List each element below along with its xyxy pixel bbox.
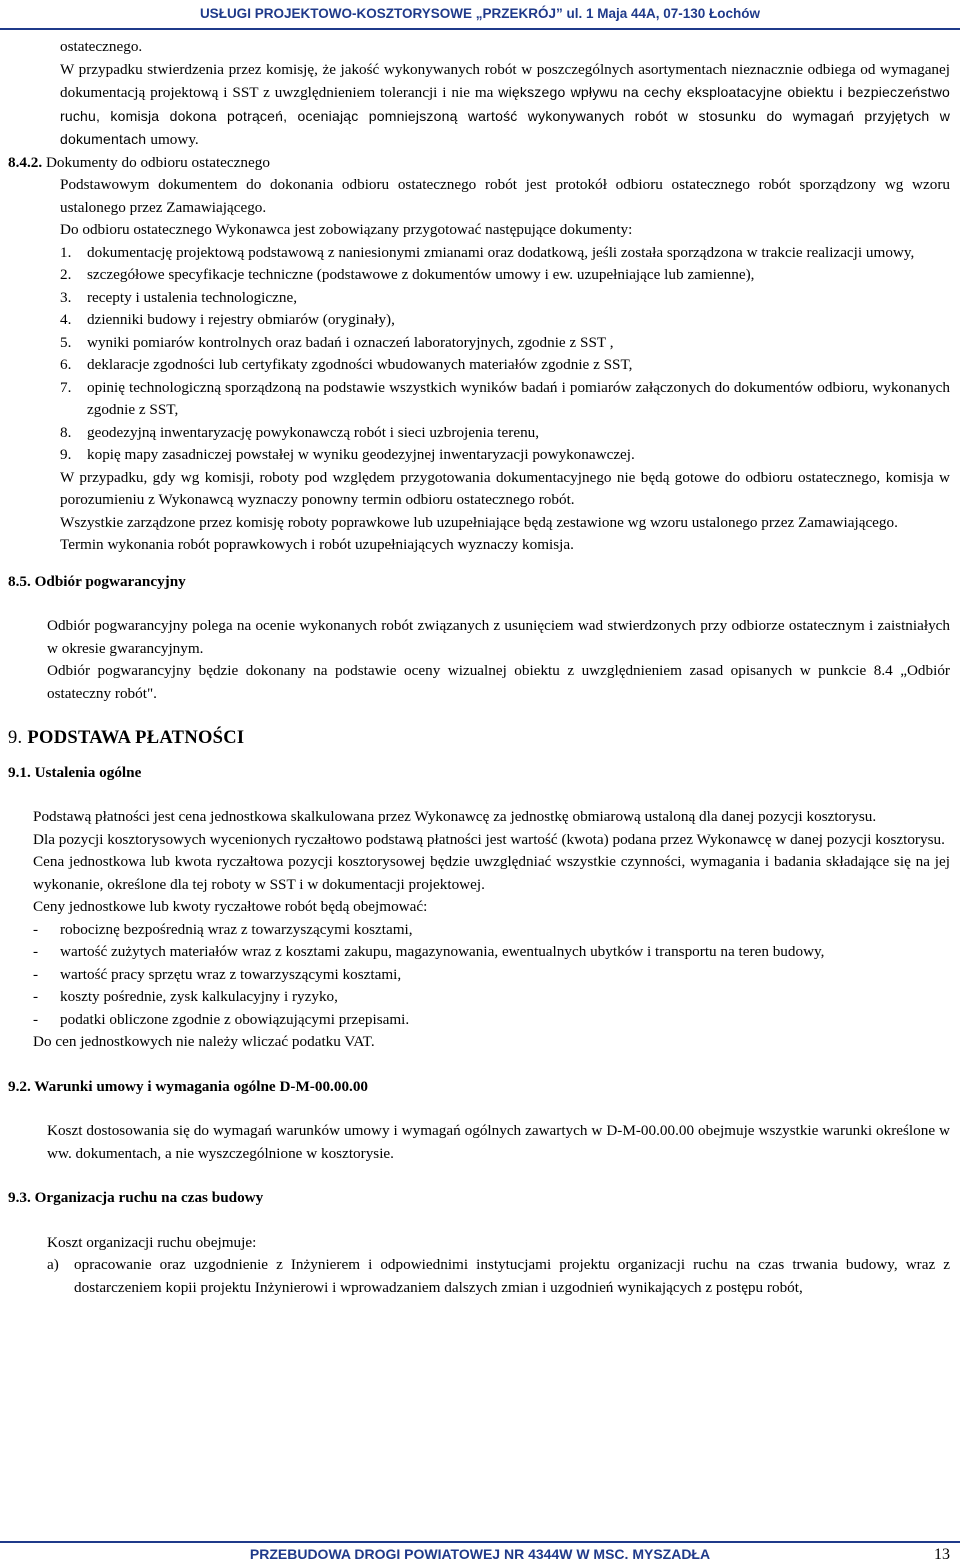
paragraph: Koszt dostosowania się do wymagań warunków umowy i wymagań ogólnych zawartych w D-M-00.00.00 obejmuje wszystkie warunki określone w ww. dokumentach, a nie wyszczególnione w kosztorysie. <box>47 1122 950 1162</box>
list-item <box>0 354 960 377</box>
spacer <box>0 1098 960 1120</box>
spacer <box>0 593 960 615</box>
paragraph-part-sans: większego wpływu na cechy eksploatacyjne obiektu i bezpieczeństwo ruchu, komisja dokona potrąceń, oceniając pomniejszoną wartość wykonywanych robót w stosunku do wymagań przyjętych w dokumentach <box>60 84 950 147</box>
list-bullet: - <box>33 943 39 960</box>
list-text: wartość pracy sprzętu wraz z towarzyszącymi kosztami, <box>60 965 402 983</box>
list-number: 1. <box>60 243 72 261</box>
list-number: 5. <box>60 333 72 351</box>
spacer <box>0 750 960 762</box>
paragraph: Ceny jednostkowe lub kwoty ryczałtowe robót będą obejmować: <box>33 898 428 915</box>
section-title: Dokumenty do odbioru ostatecznego <box>45 153 270 171</box>
spacer <box>0 705 960 727</box>
list-text: wyniki pomiarów kontrolnych oraz badań i oznaczeń laboratoryjnych, zgodnie z SST , <box>87 333 614 351</box>
section-heading-9-3: 9.3. Organizacja ruchu na czas budowy <box>8 1189 264 1206</box>
list-text: wartość zużytych materiałów wraz z kosztami zakupu, magazynowania, ewentualnych ubytków i transportu na teren budowy, <box>60 943 825 960</box>
paragraph: Koszt organizacji ruchu obejmuje: <box>47 1233 257 1251</box>
list-bullet: - <box>33 965 39 983</box>
list-text: dokumentację projektową podstawową z naniesionymi zmianami oraz dodatkową, jeśli została sporządzona w trakcie realizacji umowy, <box>87 243 915 261</box>
list-text: recepty i ustalenia technologiczne, <box>87 288 297 306</box>
list-item <box>0 377 960 422</box>
list-bullet: - <box>33 1010 39 1028</box>
paragraph: Do odbioru ostatecznego Wykonawca jest zobowiązany przygotować następujące dokumenty: <box>60 221 633 238</box>
cost-components-list <box>0 919 960 1032</box>
list-item <box>0 309 960 332</box>
list-bullet: - <box>33 988 39 1005</box>
list-item <box>0 332 960 355</box>
spacer <box>0 784 960 806</box>
list-text: opracowanie oraz uzgodnienie z Inżynierem i odpowiednimi instytucjami projektu organizacji ruchu na czas trwania budowy, wraz z dostarczeniem kopii projektu Inżynierowi i wprowadzaniem dalszych zmian i uzgodnień wynikających z postępu robót, <box>74 1256 950 1296</box>
list-number: 9. <box>60 446 72 463</box>
list-text: opinię technologiczną sporządzoną na podstawie wszystkich wyników badań i pomiarów załączonych do dokumentów odbioru, wykonanych zgodnie z SST, <box>87 378 950 418</box>
list-number: 2. <box>60 266 72 283</box>
spacer <box>0 1210 960 1232</box>
list-number: 7. <box>60 378 72 396</box>
page-number: 13 <box>934 1546 950 1563</box>
paragraph: Dla pozycji kosztorysowych wycenionych ryczałtowo podstawą płatności jest wartość (kwota) podana przez Wykonawcę w danej pozycji kosztorysu. <box>33 830 945 848</box>
page-header: USŁUGI PROJEKTOWO-KOSZTORYSOWE „PRZEKRÓJ” ul. 1 Maja 44A, 07-130 Łochów <box>199 6 761 21</box>
list-bullet: - <box>33 920 39 938</box>
paragraph: Cena jednostkowa lub kwota ryczałtowa pozycji kosztorysowej będzie uwzględniać wszystkie czynności, wymagania i badania składające się na jej wykonanie, określone dla tej roboty w SST i w dokumentacji projektowej. <box>33 853 950 893</box>
paragraph-part-serif: umowy. <box>150 131 199 148</box>
paragraph: Podstawą płatności jest cena jednostkowa skalkulowana przez Wykonawcę za jednostkę obmiarową ustaloną dla danej pozycji kosztorysu. <box>33 808 877 825</box>
header-divider <box>0 28 960 30</box>
list-item <box>0 264 960 287</box>
spacer <box>0 557 960 571</box>
list-text: podatki obliczone zgodnie z obowiązującymi przepisami. <box>60 1010 410 1028</box>
paragraph: Odbiór pogwarancyjny polega na ocenie wykonanych robót związanych z usunięciem wad stwierdzonych przy odbiorze ostatecznym i zaistniałych w okresie gwarancyjnym. <box>47 617 950 657</box>
list-letter: a) <box>47 1256 59 1273</box>
spacer <box>0 1054 960 1076</box>
list-item <box>0 242 960 265</box>
chapter-heading-9 <box>0 727 960 750</box>
chapter-number: 9. <box>8 728 23 748</box>
paragraph: Termin wykonania robót poprawkowych i robót uzupełniających wyznaczy komisja. <box>60 536 574 553</box>
paragraph: Odbiór pogwarancyjny będzie dokonany na podstawie oceny wizualnej obiektu z uwzględnieniem zasad opisanych w punkcie 8.4 „Odbiór ostateczny robót". <box>47 662 950 702</box>
list-number: 3. <box>60 288 72 306</box>
documents-list <box>0 242 960 467</box>
list-number: 4. <box>60 311 72 328</box>
list-number: 6. <box>60 356 72 373</box>
paragraph: W przypadku, gdy wg komisji, roboty pod względem przygotowania dokumentacyjnego nie będą gotowe do odbioru ostatecznego, komisja w porozumieniu z Wykonawcą wyznaczy ponowny termin odbioru ostatecznego robót. <box>60 468 950 508</box>
section-heading-8-5: 8.5. Odbiór pogwarancyjny <box>8 572 186 590</box>
list-item <box>0 964 960 987</box>
paragraph: Do cen jednostkowych nie należy wliczać podatku VAT. <box>33 1033 375 1050</box>
list-item <box>0 1254 960 1299</box>
section-8-4-2 <box>0 152 960 175</box>
spacer <box>0 1165 960 1187</box>
list-item <box>0 444 960 467</box>
section-number: 8.4.2. <box>8 153 43 171</box>
list-item <box>0 287 960 310</box>
list-text: koszty pośrednie, zysk kalkulacyjny i ryzyko, <box>60 988 338 1005</box>
list-text: deklaracje zgodności lub certyfikaty zgodności wbudowanych materiałów zgodnie z SST, <box>87 356 633 373</box>
list-item <box>0 919 960 942</box>
paragraph: Wszystkie zarządzone przez komisję roboty poprawkowe lub uzupełniające będą zestawione wg wzoru ustalonego przez Zamawiającego. <box>60 513 898 531</box>
paragraph <box>0 59 960 152</box>
paragraph-part-serif: W przypadku stwierdzenia przez komisję, że jakość wykonywanych robót w poszczególnych asortymentach nieznacznie odbiega od wymaganej dokumentacją projektową i SST z uwzględnieniem tolerancji i nie ma <box>60 60 950 101</box>
paragraph: ostatecznego. <box>60 38 143 55</box>
list-item <box>0 1009 960 1032</box>
section-heading-9-2: 9.2. Warunki umowy i wymagania ogólne D-M-00.00.00 <box>8 1077 369 1095</box>
list-text: robociznę bezpośrednią wraz z towarzyszącymi kosztami, <box>60 920 413 938</box>
page-footer: PRZEBUDOWA DROGI POWIATOWEJ NR 4344W W MSC. MYSZADŁA <box>249 1546 711 1562</box>
list-item <box>0 986 960 1009</box>
list-number: 8. <box>60 423 72 441</box>
list-text: szczegółowe specyfikacje techniczne (podstawowe z dokumentów umowy i ew. uzupełniające lub zamienne), <box>87 266 755 283</box>
list-item <box>0 941 960 964</box>
paragraph: Podstawowym dokumentem do dokonania odbioru ostatecznego robót jest protokół odbioru ostatecznego robót sporządzony wg wzoru ustalonego przez Zamawiającego. <box>60 176 950 216</box>
list-text: dzienniki budowy i rejestry obmiarów (oryginały), <box>87 311 395 328</box>
list-text: kopię mapy zasadniczej powstałej w wyniku geodezyjnej inwentaryzacji powykonawczej. <box>87 446 635 463</box>
chapter-title: PODSTAWA PŁATNOŚCI <box>27 728 245 748</box>
list-text: geodezyjną inwentaryzację powykonawczą robót i sieci uzbrojenia terenu, <box>87 423 540 441</box>
footer-divider <box>0 1541 960 1543</box>
section-heading-9-1: 9.1. Ustalenia ogólne <box>8 763 142 781</box>
document-body <box>0 36 960 1299</box>
list-item <box>0 422 960 445</box>
